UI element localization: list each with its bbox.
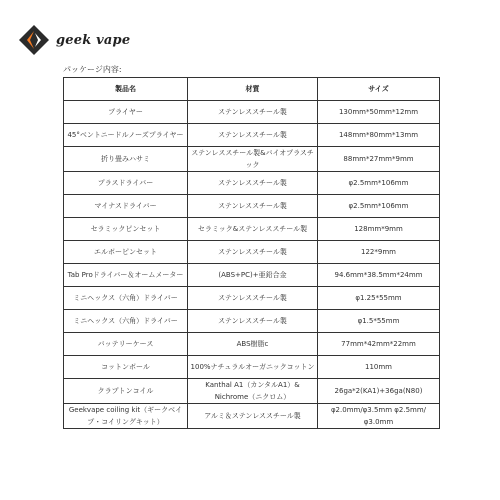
cell-product: Geekvape coiling kit（ギークベイプ・コイリングキット） [64,404,188,429]
cell-size: 94.6mm*38.5mm*24mm [318,264,440,287]
cell-product: 折り畳みハサミ [64,147,188,172]
cell-material: ABS樹脂c [188,333,318,356]
cell-product: セラミックピンセット [64,218,188,241]
table-row [64,287,440,310]
cell-size: φ1.25*55mm [318,287,440,310]
cell-product: マイナスドライバー [64,195,188,218]
cell-material: (ABS+PC)+亜鉛合金 [188,264,318,287]
cell-material: 100%ナチュラルオーガニックコットン [188,356,318,379]
cell-product: バッテリーケース [64,333,188,356]
cell-product: プライヤー [64,101,188,124]
cell-material: Kanthal A1（カンタルA1）& Nichrome（ニクロム） [188,379,318,404]
cell-product: クラプトンコイル [64,379,188,404]
header-product-name: 製品名 [64,78,188,101]
cell-product: エルボーピンセット [64,241,188,264]
cell-material: ステンレススチール製 [188,124,318,147]
cell-size: 26ga*2(KA1)+36ga(N80) [318,379,440,404]
cell-material: ステンレススチール製 [188,241,318,264]
cell-product: ミニヘックス（六角）ドライバー [64,310,188,333]
cell-size: 77mm*42mm*22mm [318,333,440,356]
cell-size: φ2.5mm*106mm [318,172,440,195]
cell-product: ミニヘックス（六角）ドライバー [64,287,188,310]
cell-material: アルミ＆ステンレススチール製 [188,404,318,429]
table-row [64,241,440,264]
table-row [64,195,440,218]
brand-logo [18,22,158,58]
table-header-row [64,78,440,101]
cell-product: プラスドライバー [64,172,188,195]
cell-size: 122*9mm [318,241,440,264]
table-row [64,172,440,195]
header-material: 材質 [188,78,318,101]
section-title: パッケージ内容: [63,65,122,74]
cell-material: セラミック&ステンレススチール製 [188,218,318,241]
cell-product: 45°ベントニードルノーズプライヤー [64,124,188,147]
cell-size: φ2.0mm/φ3.5mm φ2.5mm/φ3.0mm [318,404,440,429]
brand-name: geek vape [56,32,131,48]
cell-product: Tab Proドライバー＆オームメーター [64,264,188,287]
table-row [64,147,440,172]
cell-material: ステンレススチール製 [188,195,318,218]
table-row [64,356,440,379]
cell-size: φ1.5*55mm [318,310,440,333]
header-size: サイズ [318,78,440,101]
cell-size: 148mm*80mm*13mm [318,124,440,147]
table-row [64,264,440,287]
cell-size: 88mm*27mm*9mm [318,147,440,172]
cell-material: ステンレススチール製 [188,310,318,333]
cell-size: 128mm*9mm [318,218,440,241]
cell-size: 130mm*50mm*12mm [318,101,440,124]
table-row [64,310,440,333]
table-row [64,101,440,124]
cell-size: 110mm [318,356,440,379]
cell-material: ステンレススチール製 [188,287,318,310]
table-row [64,333,440,356]
table-row [64,124,440,147]
cell-material: ステンレススチール製 [188,101,318,124]
package-contents-table [63,77,440,429]
table-row [64,218,440,241]
cell-material: ステンレススチール製&バイオプラスチック [188,147,318,172]
cell-product: コットンボール [64,356,188,379]
table-row [64,379,440,404]
cell-material: ステンレススチール製 [188,172,318,195]
table-row [64,404,440,429]
cell-size: φ2.5mm*106mm [318,195,440,218]
geekvape-logo-icon [18,24,50,56]
